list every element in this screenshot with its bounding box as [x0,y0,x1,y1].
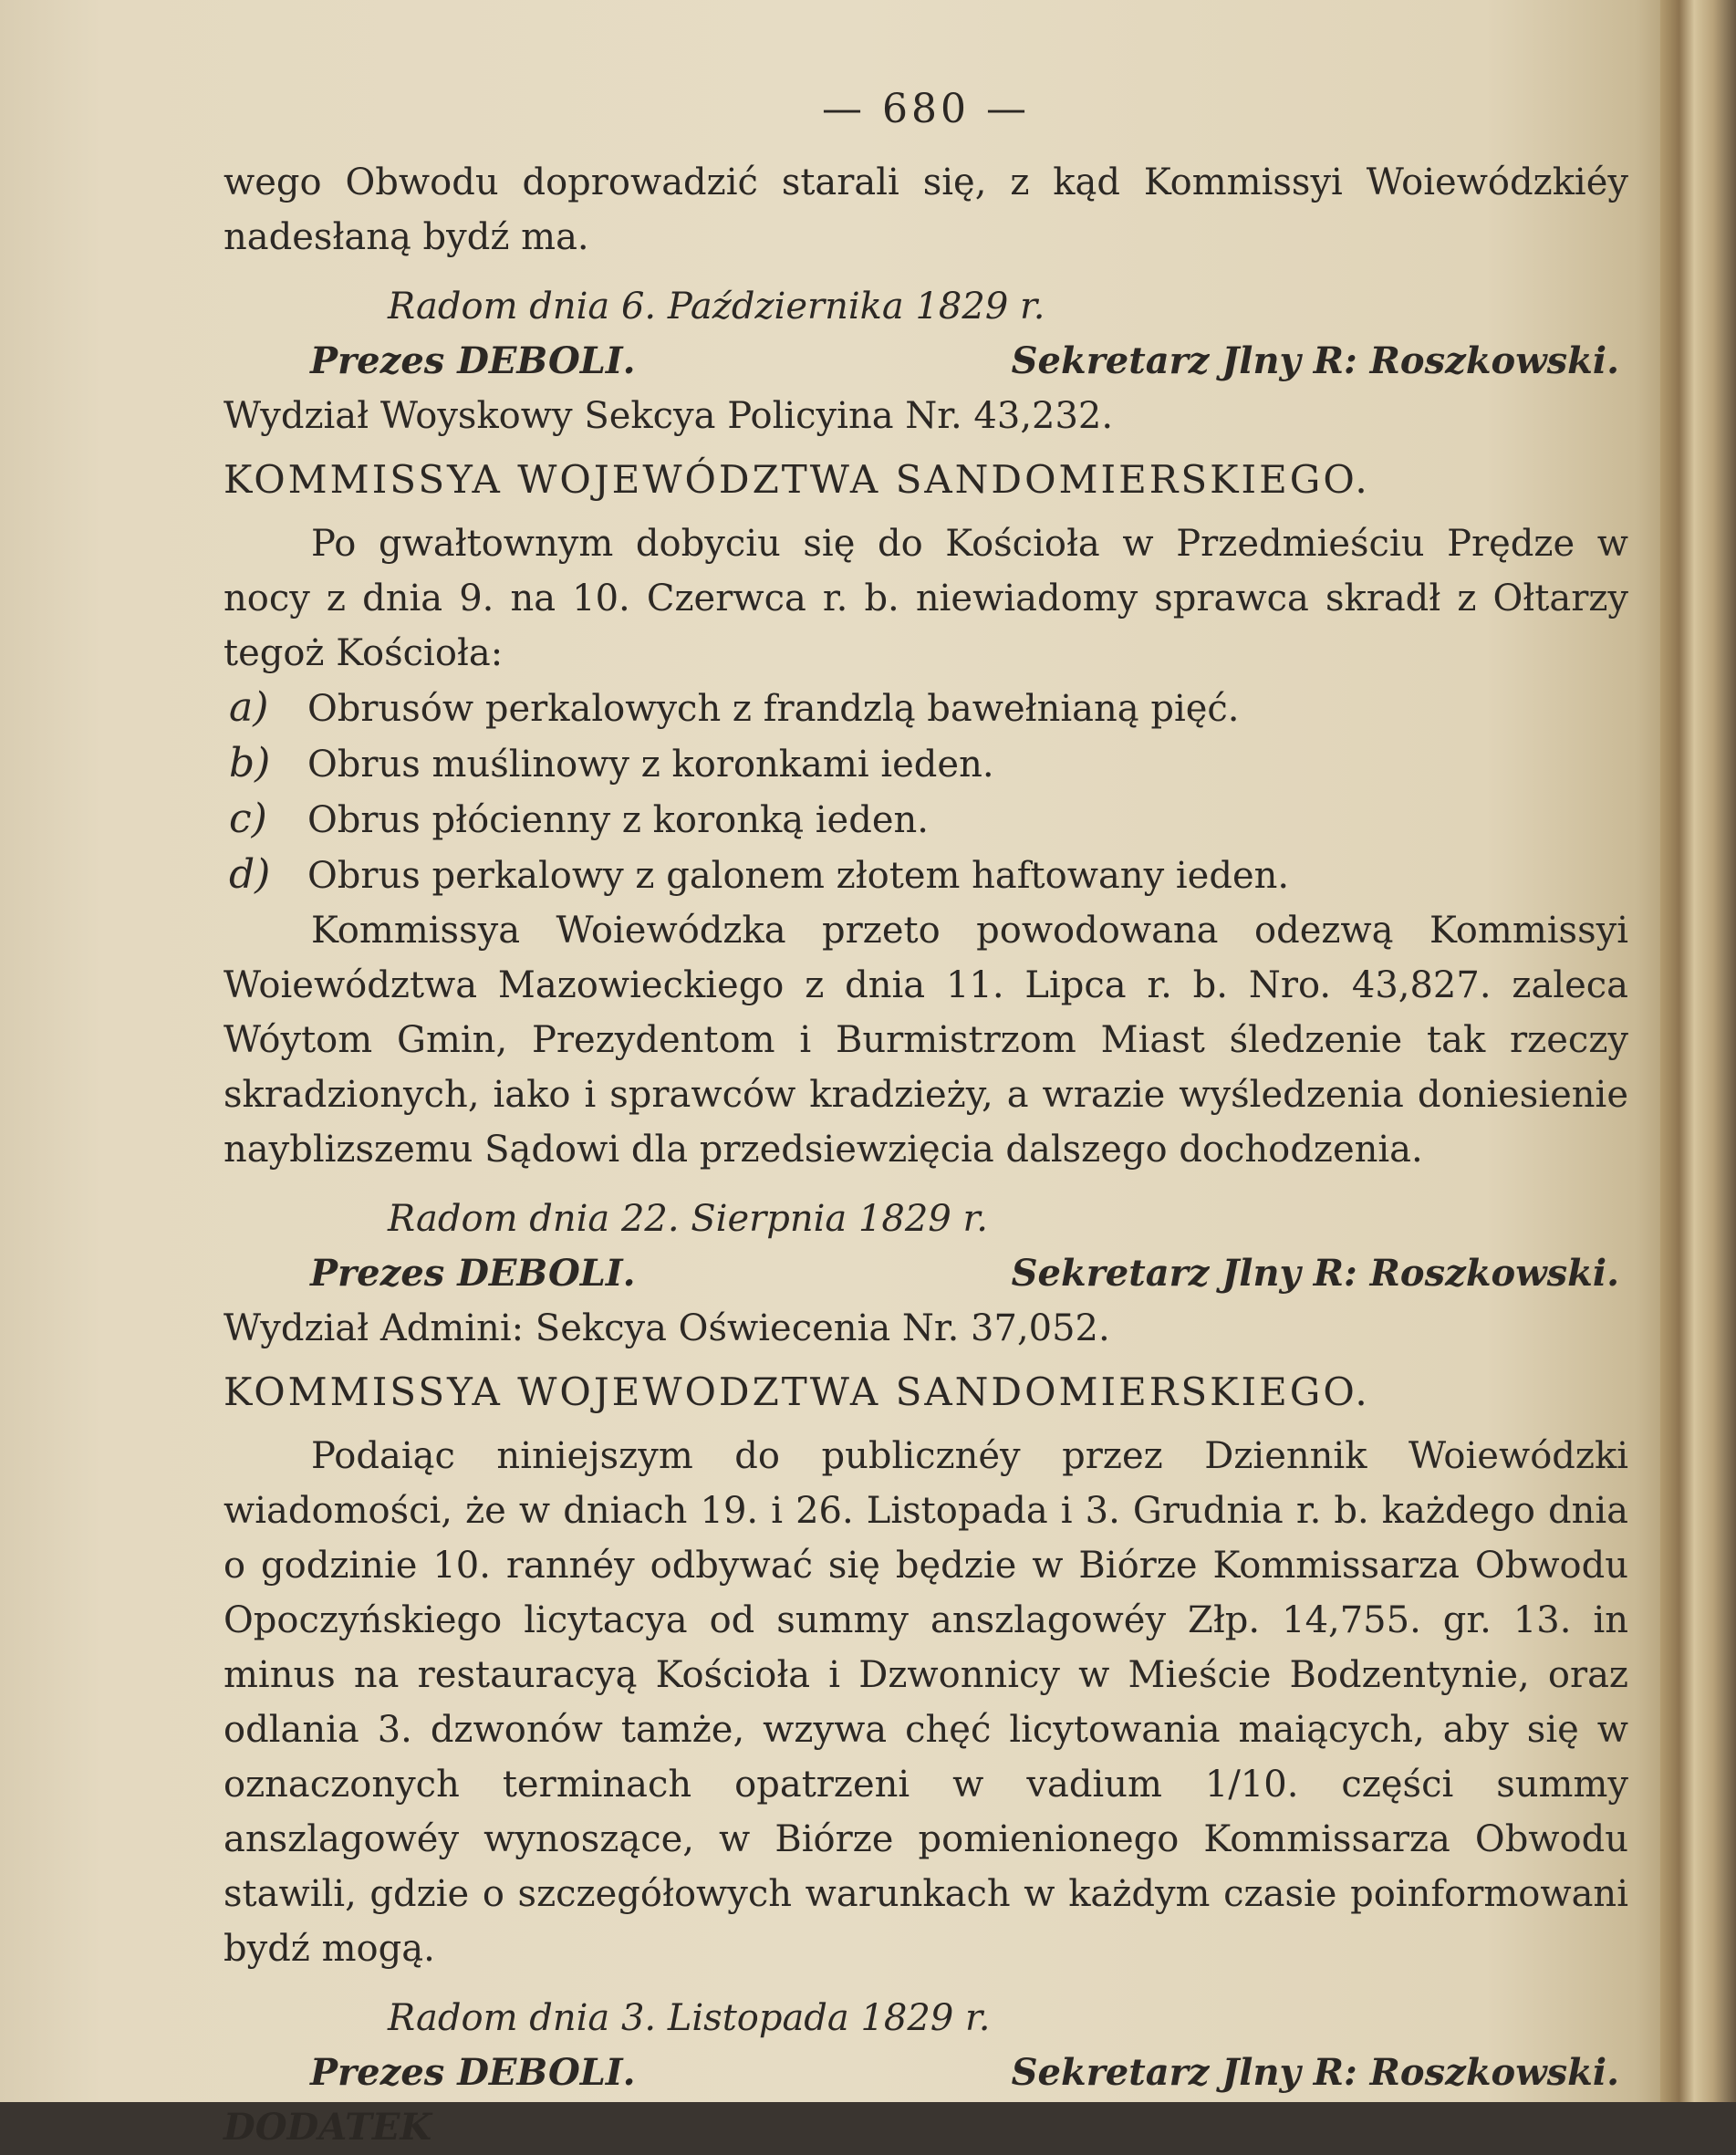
commission-title-3: KOMMISSYA WOJEWODZTWA SANDOMIERSKIEGO. [223,1369,1370,1414]
auction-paragraph: Podaiąc niniejszym do publicznéy przez Dziennik Woiewódzki wiadomości, że w dniach 19. i 26. Listopada i 3. Grudnia r. b. każdego dnia o godzinie 10. rannéy odbywać się będzie w Biórze Kommissarza Obwodu Opoczyńskiego licytacya od summy anszlagowéy Złp. 14,755. gr. 13. in minus na restauracyą Kościoła i Dzwonnicy w Mieście Bodzentynie, oraz odlania 3. dzwonów tamże, wzywa chęć licytowania maiących, aby się w oznaczonych terminach opatrzeni w vadium 1/10. części summy anszlagowéy wynoszące, w Biórze pomienionego Kommissarza Obwodu stawili, gdzie o szczegółowych warunkach w każdym czasie poinformowani bydź mogą. [223,1435,1628,1970]
theft-intro: Po gwałtownym dobyciu się do Kościoła w Przedmieściu Prędze w nocy z dnia 9. na 10. Czerwca r. b. niewiadomy sprawca skradł z Ołtarzy tegoż Kościoła: [223,523,1628,674]
commission-title-2: KOMMISSYA WOJEWÓDZTWA SANDOMIERSKIEGO. [223,457,1370,502]
signature-row-3 [223,2046,1628,2100]
list-item: d) Obrus perkalowy z galonem złotem haftowany ieden. [229,851,1290,898]
date-line-3: Radom dnia 3. Listopada 1829 r. [388,1997,991,2039]
president-signature: Prezes DEBOLI. [310,339,636,382]
date-line-1: Radom dnia 6. Października 1829 r. [388,286,1045,328]
intro-paragraph: wego Obwodu doprowadzić starali się, z kąd Kommissyi Woiewódzkiéy nadesłaną bydź ma. [223,161,1628,258]
department-line-3: Wydział Admini: Sekcya Oświecenia Nr. 37,052. [223,1307,1110,1349]
catchword: DODATEK [223,2106,432,2149]
book-edge [1660,0,1736,2102]
commission-order-paragraph: Kommissya Woiewódzka przeto powodowana odezwą Kommissyi Woiewództwa Mazowieckiego z dnia 11. Lipca r. b. Nro. 43,827. zaleca Wóytom Gmin, Prezydentom i Burmistrzom Miast śledzenie tak rzeczy skradzionych, iako i sprawców kradzieży, a wrazie wyśledzenia doniesienie nayblizszemu Sądowi dla przedsiewzięcia dalszego dochodzenia. [223,910,1628,1171]
list-item: b) Obrus muślinowy z koronkami ieden. [229,740,994,786]
signature-row-2 [223,1246,1628,1301]
secretary-signature: Sekretarz Jlny R: Roszkowski. [1011,339,1619,382]
department-line-2: Wydział Woyskowy Sekcya Policyina Nr. 43,232. [223,395,1114,437]
list-item: a) Obrusów perkalowych z frandzlą bawełnianą pięć. [229,684,1240,731]
date-line-2: Radom dnia 22. Sierpnia 1829 r. [388,1198,988,1240]
list-item: c) Obrus płócienny z koronką ieden. [229,796,929,842]
president-signature: Prezes DEBOLI. [310,2051,636,2094]
page-number: — 680 — [822,86,1030,132]
president-signature: Prezes DEBOLI. [310,1252,636,1295]
signature-row-1 [223,334,1628,389]
secretary-signature: Sekretarz Jlny R: Roszkowski. [1011,1252,1619,1295]
page-text [223,82,1628,2155]
secretary-signature: Sekretarz Jlny R: Roszkowski. [1011,2051,1619,2094]
